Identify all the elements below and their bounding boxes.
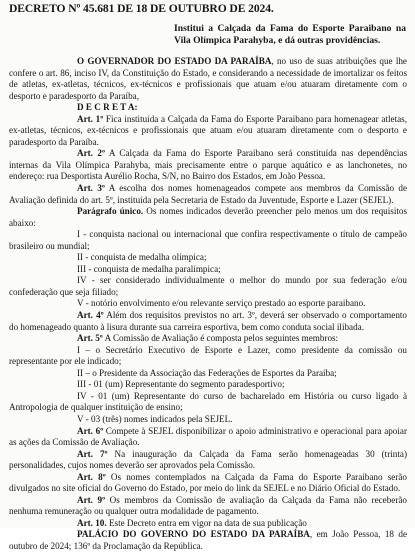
article-2 [9,148,407,183]
closing-text: , em João Pessoa, 18 de outubro de 2024; 136º da Proclamação da República. [9,529,407,551]
article-10-text: Este Decreto entra em vigor na data de sua publicação [106,517,307,528]
paragraph-unique-label: Parágrafo único. [77,206,144,217]
article-6-label: Art. 6º [77,425,104,436]
requirement-item: II - conquista de medalha olímpica; [77,252,207,263]
commission-member: III - 01 (um) Representante do segmento paradesportivo; [77,379,285,390]
article-8-label: Art. 8º [77,471,106,482]
article-4-label: Art. 4º [77,310,104,321]
article-9-text: Os membros da Comissão de avaliação da Calçada da Fama não receberão nenhuma remuneração ou qualquer outra modalidade de pagamento. [9,494,407,517]
article-5 [9,333,407,345]
article-6-text: Compete à SEJEL disponibilizar o apoio administrativo e operacional para apoiar as ações da Comissão de Avaliação. [9,425,407,448]
article-7-text: Na inauguração da Calçada da Fama serão homenageadas 30 (trinta) personalidades, cujos nomes deverão ser aprovados pela Comissão. [9,448,407,471]
article-6 [9,426,407,449]
article-5-label: Art. 5º [77,333,103,344]
commission-member: V - 03 (três) nomes indicados pela SEJEL. [77,413,233,424]
article-7-label: Art. 7º [77,448,108,459]
governor-title: O GOVERNADOR DO ESTADO DA PARAÍBA [77,56,272,66]
article-10-label: Art. 10. [77,517,107,528]
article-8 [9,472,407,495]
commission-member: II – o Presidente da Associação das Federações de Esportes da Paraíba; [77,367,337,378]
article-1-label: Art. 1º [77,113,104,124]
article-2-label: Art. 2º [77,148,105,159]
article-7 [9,449,407,472]
commission-member: IV - 01 (um) Representante do curso de bacharelado em História ou curso ligado à Antropologia de qualquer instituição de ensino; [9,390,407,413]
article-4-text: Além dos requisitos previstos no art. 3º, deverá ser observado o comportamento do homenageado quanto à lisura durante sua carreira esportiva, bem como conduta social ilibada. [9,310,407,332]
preamble-text: , no uso de suas atribuições que lhe confere o art. 86, inciso IV, da Constituição do Estado, e considerando a necessidade de imortalizar os feitos de atletas, ex-atletas, técnicos, ex-técnicos e profissionais que atuam e/ou atuaram diretamente com o desporto e paradesporto da Paraíba, [9,56,407,101]
article-9 [9,495,407,518]
article-5-text: A Comissão de Avaliação é composta pelos seguintes membros: [102,333,339,344]
article-3-text: A escolha dos nomes homenageados compete aos membros da Comissão de Avaliação definida do art. 5º, instituída pela Secretaria de Estado da Juventude, Esporte e Lazer (SEJEL). [9,183,407,205]
article-2-text: A Calçada da Fama do Esporte Paraibano será constituída nas dependências internas da Vila Olímpica Parahyba, mais precisamente entre o parque aquático e as lanchonetes, no endereço: rua Desportista Aurélio Rocha, S/N, no Bairro dos Estados, em João Pessoa. [9,148,407,182]
requirement-item: IV - ser considerado individualmente o melhor do mundo por sua federação e/ou confederação que seja filiado; [9,275,407,297]
decree-body [9,56,407,553]
article-3 [9,183,407,206]
closing-paragraph [9,529,407,552]
commission-member: I – o Secretário Executivo de Esporte e Lazer, como presidente da comissão ou representante por ele indicado; [9,344,407,367]
preamble-paragraph [9,56,407,102]
decree-title: DECRETO Nº 45.681 DE 18 DE OUTUBRO DE 2024. [9,2,274,15]
article-8-text: Os nomes contemplados na Calçada da Fama do Esporte Paraibano serão divulgados no site oficial do Governo do Estado, por meio do link da SEJEL e no Diário Oficial do Estado. [9,471,407,494]
decreta-heading: D E C R E T A: [77,102,138,113]
closing-palace: PALÁCIO DO GOVERNO DO ESTADO DA PARAÍBA [77,529,310,540]
requirement-item: III - conquista de medalha paralímpica; [77,263,221,274]
requirement-item: V - notório envolvimento e/ou relevante serviço prestado ao esporte paraibano. [77,298,366,309]
article-1 [9,114,407,149]
paragraph-unique-text: Os nomes indicados deverão preencher pelo menos um dos requisitos abaixo: [9,206,408,228]
article-1-text: Fica instituída a Calçada da Fama do Esporte Paraibano para homenagear atletas, ex-atletas, técnicos, ex-técnicos e profissionais que atuam e/ou atuaram diretamente com o desporto e paradesporto da Paraíba. [9,113,407,147]
decree-summary: Institui a Calçada da Fama do Esporte Paraibano na Vila Olímpica Parahyba, e dá outras providências. [174,23,406,47]
article-3-label: Art. 3º [77,183,105,194]
article-9-label: Art. 9º [77,494,106,505]
paragraph-unique [9,206,407,229]
requirement-item: I - conquista nacional ou internacional que confira respectivamente o título de campeão brasileiro ou mundial; [9,229,407,251]
article-4 [9,310,407,333]
